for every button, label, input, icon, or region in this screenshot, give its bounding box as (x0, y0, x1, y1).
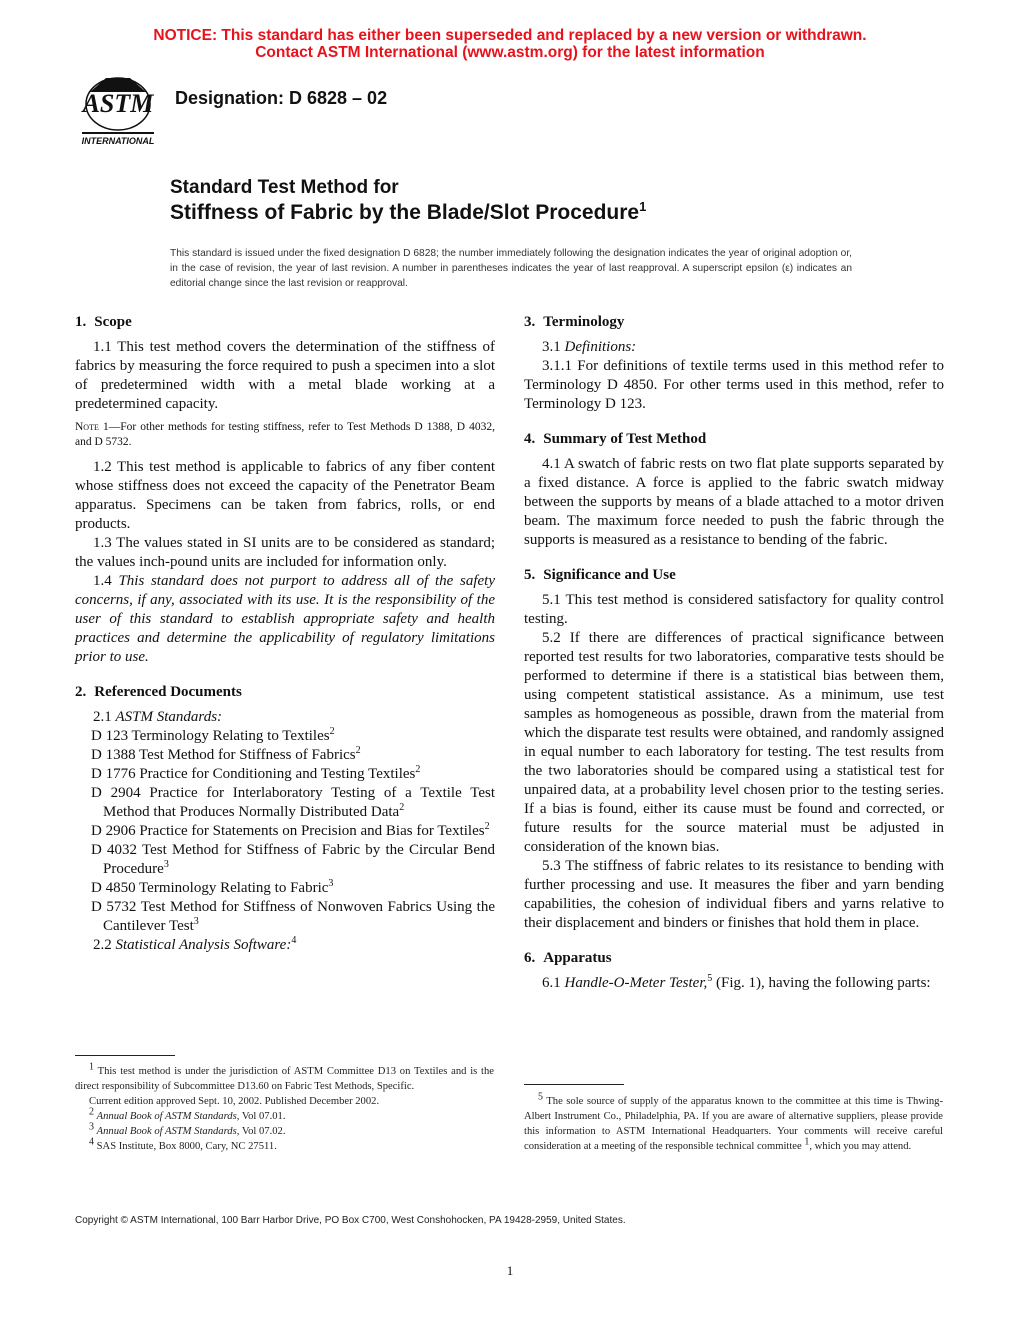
section-heading-scope: 1. Scope (75, 314, 132, 330)
scope-note-1: Note 1—For other methods for testing stiffness, refer to Test Methods D 1388, D 4032, and D 5732. (75, 421, 496, 448)
designation: Designation: D 6828 – 02 (175, 88, 388, 108)
footnote-rule-left (75, 1055, 175, 1056)
copyright-line: Copyright © ASTM International, 100 Barr Harbor Drive, PO Box C700, West Conshohocken, PA 19428-2959, United States. (75, 1215, 626, 1226)
logo-bottom-text: INTERNATIONAL (81, 136, 155, 146)
summary-para-1: 4.1 A swatch of fabric rests on two flat plate supports separated by a fixed distance. A force is applied to the fabric swatch midway between the supports by means of a blade attached to a motor driven beam. The maximum force needed to push the fabric through the supports is measured as a resistance to bending of the fabric. (524, 456, 944, 548)
notice-line-2: Contact ASTM International (www.astm.org) for the latest information (255, 44, 765, 61)
significance-para-2: 5.2 If there are differences of practical significance between reported test results for two laboratories, comparative tests should be performed to determine if there is a statistical bias between them, using competent statistical assistance. As a minimum, use test samples as homogeneous as possible, drawn from the material from which the disparate test results were obtained, and randomly assigned in equal number to each laboratory for testing. The test results from the two laboratories should be compared using a statistical test for unpaired data, at a probability level chosen prior to the testing series. If a bias is found, either its cause must be found and corrected, or future results for the source material must be adjusted in consideration of the known bias. (524, 630, 944, 855)
section-heading-significance: 5. Significance and Use (524, 567, 676, 583)
scope-para-4: 1.4 This standard does not purport to address all of the safety concerns, if any, associated with its use. It is the responsibility of the user of this standard to establish appropriate safety and health practices and determine the applicability of regulatory limitations prior to use. (75, 573, 496, 665)
refdocs-list (75, 727, 495, 936)
footnote-1: $^1$ This test method is under the jurisdiction of ASTM Committee D13 on Textiles and is the direct responsibility of Subcommittee D13.60 on Fabric Test Methods, Specific. (75, 1061, 494, 1092)
terminology-para-1: 3.1.1 For definitions of textile terms used in this method refer to Terminology D 4850. For other terms used in this method, refer to Terminology D 123. (524, 358, 944, 412)
list-item: D 4032 Test Method for Stiffness of Fabric by the Circular Bend Procedure$^3$ (91, 842, 495, 877)
list-item: D 2906 Practice for Statements on Precision and Bias for Textiles$^2$ (91, 821, 490, 839)
significance-para-1: 5.1 This test method is considered satisfactory for quality control testing. (524, 592, 944, 627)
list-item: D 1776 Practice for Conditioning and Testing Textiles$^2$ (91, 764, 421, 782)
footnote-2: $^2$ Annual Book of ASTM Standards, Vol 07.01. (89, 1106, 286, 1122)
refdocs-sub-1: 2.1 ASTM Standards: (93, 709, 223, 725)
significance-para-3: 5.3 The stiffness of fabric relates to its resistance to bending with further processing and use. It measures the fiber and yarn bending capabilities, the cohesion of individual fibers and yarns relative to their displacement and binders or finishes that hold them in place. (524, 858, 944, 931)
terminology-sub: 3.1 Definitions: (542, 339, 637, 355)
logo-top-text: ASTM (82, 89, 154, 118)
scope-para-1: 1.1 This test method covers the determination of the stiffness of fabrics by measuring the force required to push a specimen into a slot of predetermined width with a metal blade working at a predetermined capacity. (75, 339, 495, 412)
footnotes-left (75, 1061, 494, 1154)
refdocs-sub-2: 2.2 Statistical Analysis Software:$^4$ (93, 935, 297, 953)
footnote-4: $^4$ SAS Institute, Box 8000, Cary, NC 27511. (89, 1136, 277, 1152)
footnote-5: $^5$ The sole source of supply of the apparatus known to the committee at this time is Thwing-Albert Instrument Co., Philadelphia, PA. If you are aware of alternative suppliers, please provide this information to ASTM International Headquarters. Your comments will receive careful consideration at a meeting of the responsible technical committee $^1$, which you may attend. (524, 1091, 943, 1152)
page-number: 1 (506, 1263, 514, 1278)
scope-para-2: 1.2 This test method is applicable to fabrics of any fiber content whose stiffness does not exceed the capacity of the Penetrator Beam apparatus. Specimens can be taken from fabrics, rolls, or end products. (75, 459, 495, 532)
scope-para-3: 1.3 The values stated in SI units are to be considered as standard; the values inch-pound units are included for information only. (75, 535, 495, 570)
document-title (170, 175, 646, 225)
title-line-1: Standard Test Method for (170, 177, 399, 198)
title-footnote-mark: 1 (639, 199, 647, 214)
list-item: D 4850 Terminology Relating to Fabric$^3$ (91, 878, 334, 896)
astm-logo-icon (76, 74, 160, 150)
footnotes-right (524, 1091, 943, 1154)
left-column (75, 313, 495, 955)
right-column (524, 313, 944, 993)
footnote-edition: Current edition approved Sept. 10, 2002. Published December 2002. (89, 1096, 380, 1107)
footnote-rule-right (524, 1084, 624, 1085)
section-heading-apparatus: 6. Apparatus (524, 950, 612, 966)
apparatus-para-1: 6.1 Handle-O-Meter Tester,$^5$ (Fig. 1), having the following parts: (542, 973, 931, 991)
section-heading-refdocs: 2. Referenced Documents (75, 684, 242, 700)
list-item: D 123 Terminology Relating to Textiles$^2$ (91, 726, 335, 744)
footnote-3: $^3$ Annual Book of ASTM Standards, Vol 07.02. (89, 1121, 286, 1137)
title-line-2: Stiffness of Fabric by the Blade/Slot Procedure$^1$ (170, 199, 647, 224)
section-heading-summary: 4. Summary of Test Method (524, 431, 707, 447)
list-item: D 1388 Test Method for Stiffness of Fabrics$^2$ (91, 745, 361, 763)
notice-line-1: NOTICE: This standard has either been superseded and replaced by a new version or withdrawn. (153, 27, 867, 44)
section-heading-terminology: 3. Terminology (524, 314, 625, 330)
list-item: D 2904 Practice for Interlaboratory Testing of a Textile Test Method that Produces Normally Distributed Data$^2$ (91, 785, 495, 820)
withdrawal-notice (0, 27, 1020, 61)
list-item: D 5732 Test Method for Stiffness of Nonwoven Fabrics Using the Cantilever Test$^3$ (91, 899, 495, 934)
standard-intro: This standard is issued under the fixed designation D 6828; the number immediately following the designation indicates the year of original adoption or, in the case of revision, the year of last revision. A number in parentheses indicates the year of last reapproval. A superscript epsilon (ε) indicates an editorial change since the last revision or reapproval. (170, 248, 852, 289)
